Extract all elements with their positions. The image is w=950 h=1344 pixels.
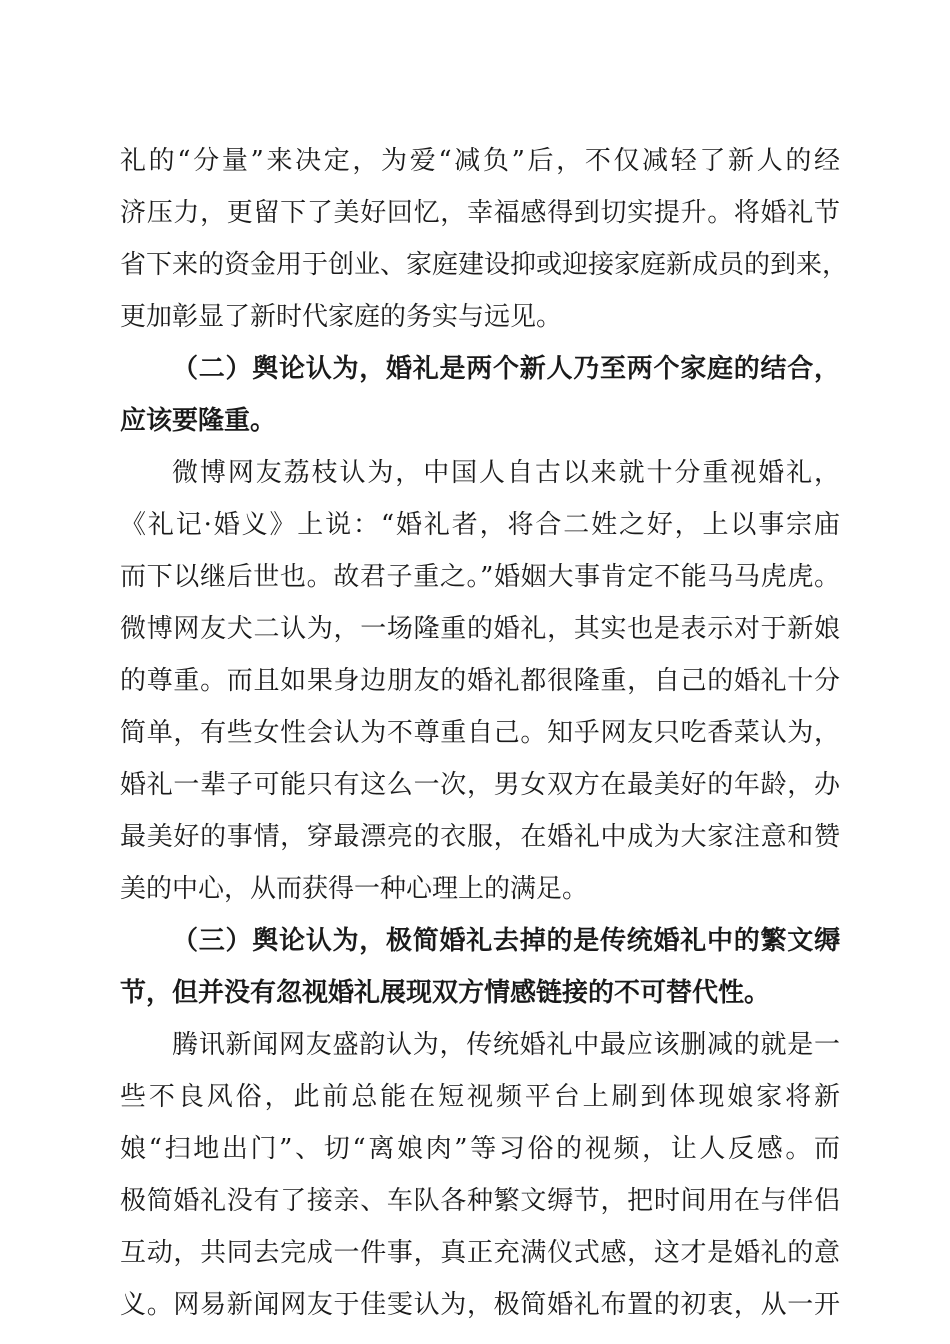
body-text-line: 些不良风俗，此前总能在短视频平台上刷到体现娘家将新 xyxy=(120,1082,840,1112)
body-text-line: 最美好的事情，穿最漂亮的衣服，在婚礼中成为大家注意和赞 xyxy=(120,822,840,852)
body-text-line: 婚礼一辈子可能只有这么一次，男女双方在最美好的年龄，办 xyxy=(120,770,840,800)
body-text-line: 更加彰显了新时代家庭的务实与远见。 xyxy=(120,302,563,332)
section-heading-line: （三）舆论认为，极简婚礼去掉的是传统婚礼中的繁文缛 xyxy=(172,926,840,956)
section-heading-line: 节，但并没有忽视婚礼展现双方情感链接的不可替代性。 xyxy=(120,978,771,1008)
body-text-line: 济压力，更留下了美好回忆，幸福感得到切实提升。将婚礼节 xyxy=(120,198,840,228)
section-heading-line: 应该要隆重。 xyxy=(120,406,277,436)
body-text-line: 美的中心，从而获得一种心理上的满足。 xyxy=(120,874,589,904)
body-text-line: 微博网友犬二认为，一场隆重的婚礼，其实也是表示对于新娘 xyxy=(120,614,840,644)
body-text-line: 简单，有些女性会认为不尊重自己。知乎网友只吃香菜认为， xyxy=(120,718,840,748)
body-text-line: 义。网易新闻网友于佳雯认为，极简婚礼布置的初衷，从一开 xyxy=(120,1290,840,1320)
body-text-line: 省下来的资金用于创业、家庭建设抑或迎接家庭新成员的到来， xyxy=(120,250,849,280)
body-text-line: 的尊重。而且如果身边朋友的婚礼都很隆重，自己的婚礼十分 xyxy=(120,666,840,696)
body-text-line: 微博网友荔枝认为，中国人自古以来就十分重视婚礼， xyxy=(172,458,840,488)
body-text-line: 互动，共同去完成一件事，真正充满仪式感，这才是婚礼的意 xyxy=(120,1238,840,1268)
body-text-line: 礼的“分量”来决定，为爱“减负”后，不仅减轻了新人的经 xyxy=(120,146,840,176)
body-text-line: 极简婚礼没有了接亲、车队各种繁文缛节，把时间用在与伴侣 xyxy=(120,1186,840,1216)
body-text-line: 娘“扫地出门”、切“离娘肉”等习俗的视频，让人反感。而 xyxy=(120,1134,840,1164)
section-heading-line: （二）舆论认为，婚礼是两个新人乃至两个家庭的结合， xyxy=(172,354,840,384)
body-text-line: 而下以继后世也。故君子重之。”婚姻大事肯定不能马马虎虎。 xyxy=(120,562,840,592)
body-text-line: 腾讯新闻网友盛韵认为，传统婚礼中最应该删减的就是一 xyxy=(172,1030,840,1060)
body-text-line: 《礼记·婚义》上说：“婚礼者，将合二姓之好，上以事宗庙 xyxy=(120,510,840,540)
